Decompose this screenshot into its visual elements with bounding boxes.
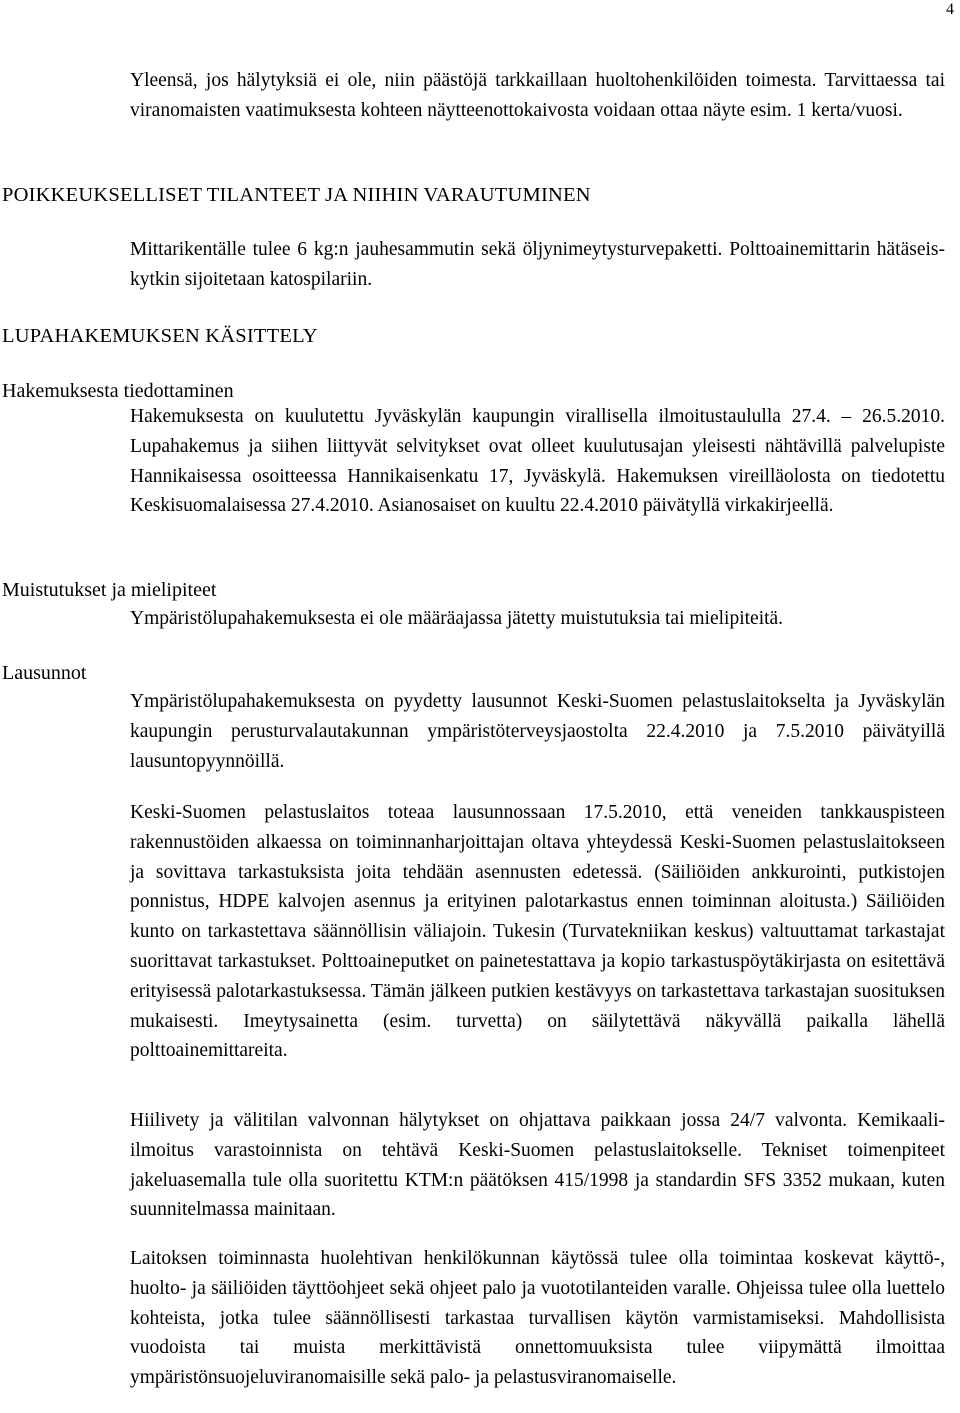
statements-paragraph-3: Hiilivety ja välitilan valvonnan hälytykset on ohjattava paikkaan jossa 24/7 valvonta. Kemikaali-ilmoitus varastoinnista on tehtävä Keski-Suomen pelastuslaitokselle. Tekniset toimenpiteet jakeluasemalla tule olla suoritettu KTM:n päätöksen 415/1998 ja standardin SFS 3352 mukaan, kuten suunnitelmassa mainitaan. (130, 1110, 945, 1221)
announcement-paragraph: Hakemuksesta on kuulutettu Jyväskylän kaupungin virallisella ilmoitustaululla 27.4. – 26.5.2010. Lupahakemus ja siihen liittyvät selvitykset ovat olleet kuulutusajan yleisesti nähtävillä palvelupiste Hannikaisessa osoitteessa Hannikaisenkatu 17, Jyväskylä. Hakemuksen vireilläolosta on tiedotettu Keskisuomalaisessa 27.4.2010. Asianosaiset on kuultu 22.4.2010 päivätyllä virkakirjeellä. (130, 406, 945, 517)
application-processing-heading: LUPAHAKEMUKSEN KÄSITTELY (2, 325, 318, 347)
page-number: 4 (946, 1, 954, 18)
exceptional-situations-heading: POIKKEUKSELLISET TILANTEET JA NIIHIN VARAUTUMINEN (2, 184, 591, 206)
statements-paragraph-1: Ympäristölupahakemuksesta on pyydetty lausunnot Keski-Suomen pelastuslaitokselta ja Jyväskylän kaupungin perusturvalautakunnan ympäristöterveysjaostolta 22.4.2010 ja 7.5.2010 päivätyillä lausuntopyynnöillä. (130, 691, 945, 772)
statements-paragraph-2: Keski-Suomen pelastuslaitos toteaa lausunnossaan 17.5.2010, että veneiden tankkauspisteen rakennustöiden alkaessa on toiminnanharjoittajan oltava yhteydessä Keski-Suomen pelastuslaitokseen ja sovittava tarkastuksista joita tehdään asennusten edetessä. (Säiliöiden ankkurointi, putkistojen ponnistus, HDPE kalvojen asennus ja erityinen palotarkastus ennen toiminnan aloitusta.) Säiliöiden kunto on tarkastettava säännöllisin väliajoin. Tukesin (Turvatekniikan keskus) valtuuttamat tarkastajat suorittavat tarkastukset. Polttoaineputket on painetestattava ja kopio tarkastuspöytäkirjasta on esitettävä erityisessä palotarkastuksessa. Tämän jälkeen putkien kestävyys on tarkastettava tarkastajan suosituksen mukaisesti. Imeytysainetta (esim. turvetta) on säilytettävä näkyvällä paikalla lähellä polttoainemittareita. (130, 802, 945, 1062)
announcement-heading: Hakemuksesta tiedottaminen (2, 380, 234, 402)
intro-paragraph: Yleensä, jos hälytyksiä ei ole, niin päästöjä tarkkaillaan huoltohenkilöiden toimesta. Tarvittaessa tai viranomaisten vaatimuksesta kohteen näytteenottokaivosta voidaan ottaa näyte esim. 1 kerta/vuosi. (130, 70, 945, 121)
objections-paragraph: Ympäristölupahakemuksesta ei ole määräajassa jätetty muistutuksia tai mielipiteitä. (130, 608, 784, 629)
objections-heading: Muistutukset ja mielipiteet (2, 579, 217, 601)
statements-paragraph-4: Laitoksen toiminnasta huolehtivan henkilökunnan käytössä tulee olla toimintaa koskevat käyttö-, huolto- ja säiliöiden täyttöohjeet sekä ohjeet palo ja vuototilanteiden varalle. Ohjeissa tulee olla luettelo kohteista, jotka tulee säännöllisesti tarkastaa turvallisen käytön varmistamiseksi. Mahdollisista vuodoista tai muista merkittävistä onnettomuuksista tulee viipymättä ilmoittaa ympäristönsuojeluviranomaisille sekä palo- ja pelastusviranomaiselle. (130, 1248, 945, 1389)
statements-heading: Lausunnot (2, 662, 87, 684)
exceptional-situations-paragraph: Mittarikentälle tulee 6 kg:n jauhesammutin sekä öljynimeytysturvepaketti. Polttoainemittarin hätäseis- kytkin sijoitetaan katospilariin. (130, 239, 945, 290)
